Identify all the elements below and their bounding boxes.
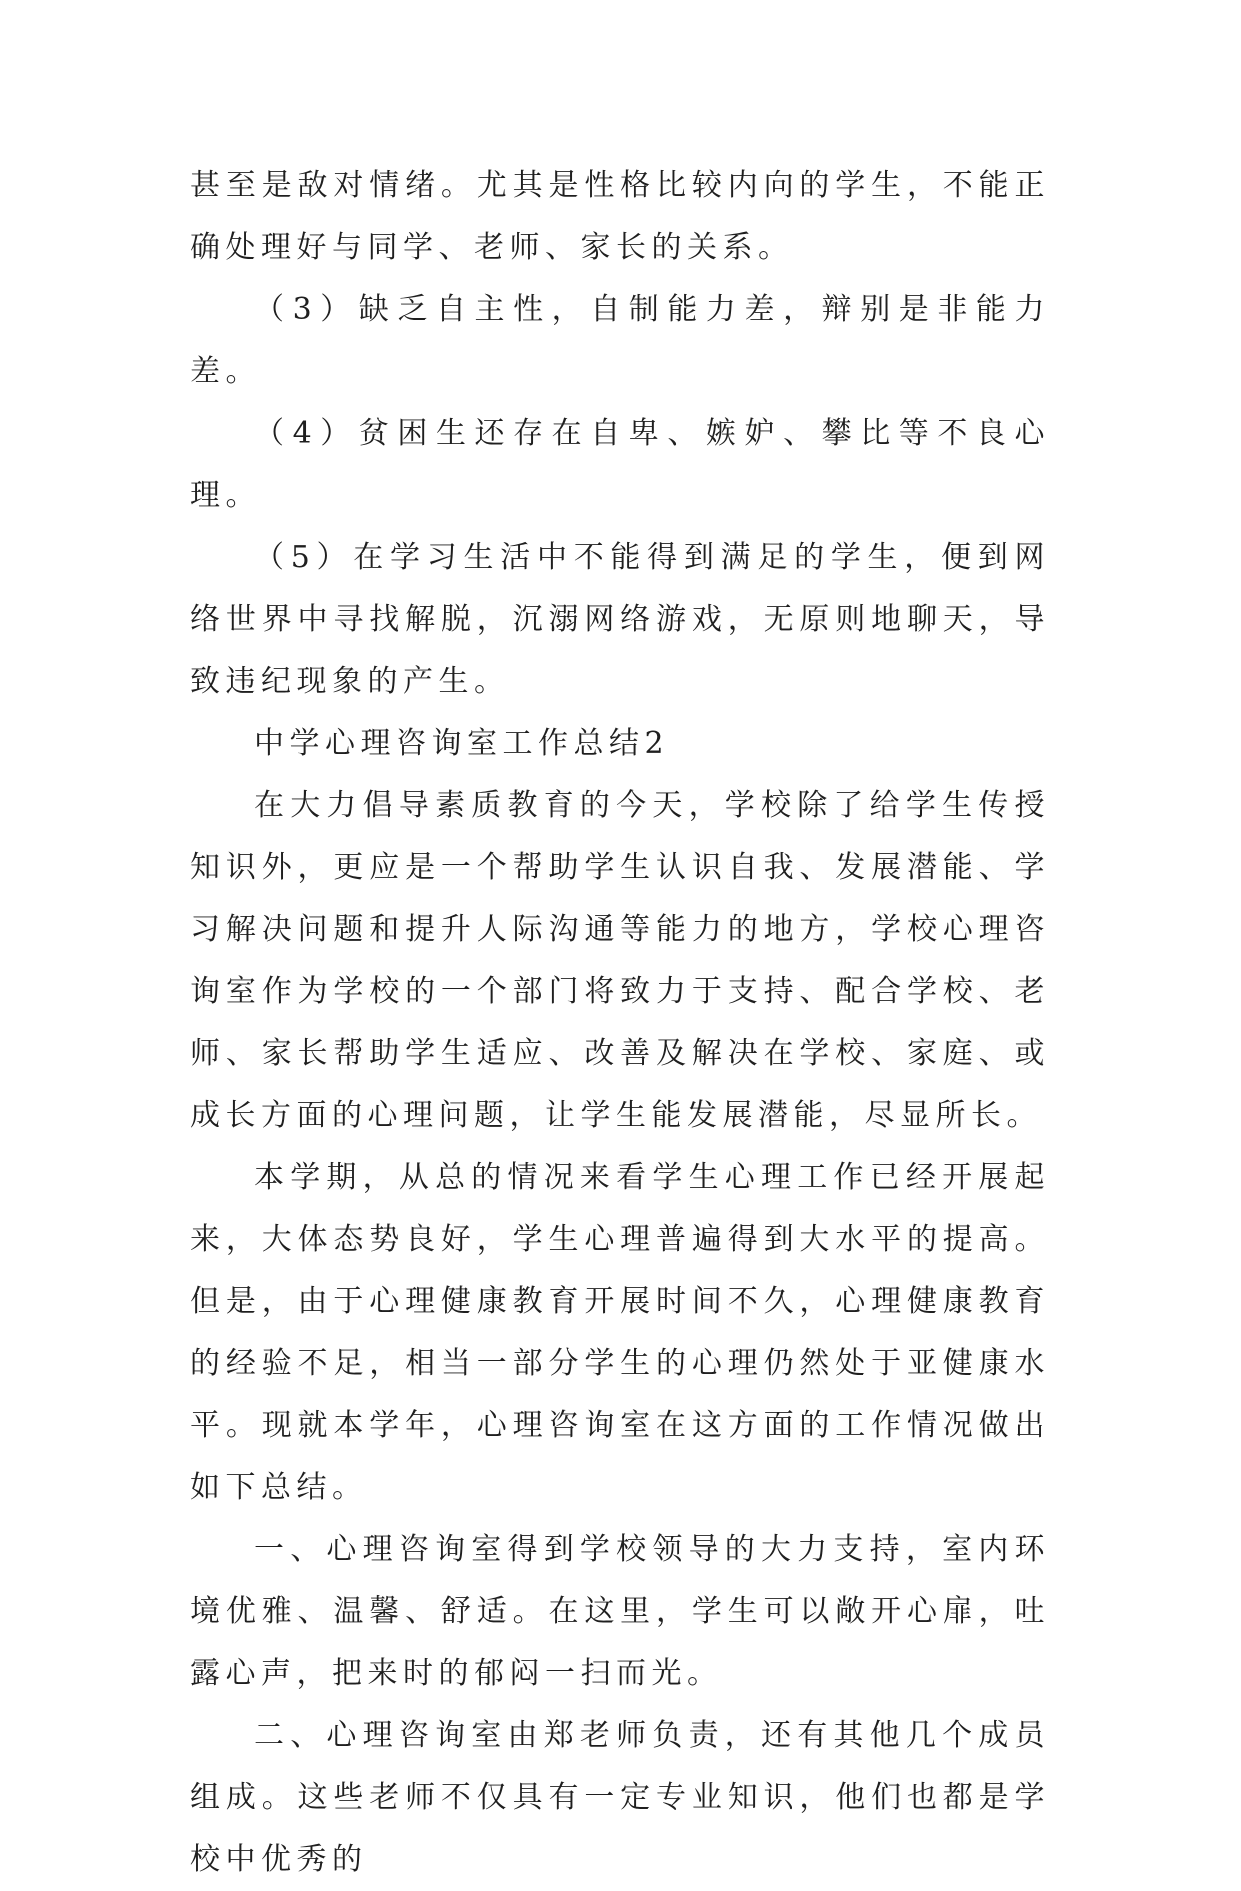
paragraph-2: （3）缺乏自主性，自制能力差，辩别是非能力差。 — [190, 292, 1050, 389]
paragraph-8: 二、心理咨询室由郑老师负责，还有其他几个成员组成。这些老师不仅具有一定专业知识，他们也都是学校中优秀的 — [190, 1718, 1050, 1877]
paragraph-6: 本学期，从总的情况来看学生心理工作已经开展起来，大体态势良好，学生心理普遍得到大水平的提高。但是，由于心理健康教育开展时间不久，心理健康教育的经验不足，相当一部分学生的心理仍然处于亚健康水平。现就本学年，心理咨询室在这方面的工作情况做出如下总结。 — [190, 1160, 1050, 1505]
paragraph-5: 在大力倡导素质教育的今天，学校除了给学生传授知识外，更应是一个帮助学生认识自我、发展潜能、学习解决问题和提升人际沟通等能力的地方，学校心理咨询室作为学校的一个部门将致力于支持、配合学校、老师、家长帮助学生适应、改善及解决在学校、家庭、或成长方面的心理问题，让学生能发展潜能，尽显所长。 — [190, 788, 1050, 1133]
paragraph-7: 一、心理咨询室得到学校领导的大力支持，室内环境优雅、温馨、舒适。在这里，学生可以敞开心扉，吐露心声，把来时的郁闷一扫而光。 — [190, 1532, 1050, 1691]
section-heading: 中学心理咨询室工作总结2 — [254, 726, 670, 761]
paragraph-4: （5）在学习生活中不能得到满足的学生，便到网络世界中寻找解脱，沉溺网络游戏，无原则地聊天，导致违纪现象的产生。 — [190, 540, 1050, 699]
paragraph-1: 甚至是敌对情绪。尤其是性格比较内向的学生，不能正确处理好与同学、老师、家长的关系。 — [190, 168, 1050, 265]
paragraph-3: （4）贫困生还存在自卑、嫉妒、攀比等不良心理。 — [190, 416, 1050, 513]
document-body — [190, 155, 1050, 1891]
